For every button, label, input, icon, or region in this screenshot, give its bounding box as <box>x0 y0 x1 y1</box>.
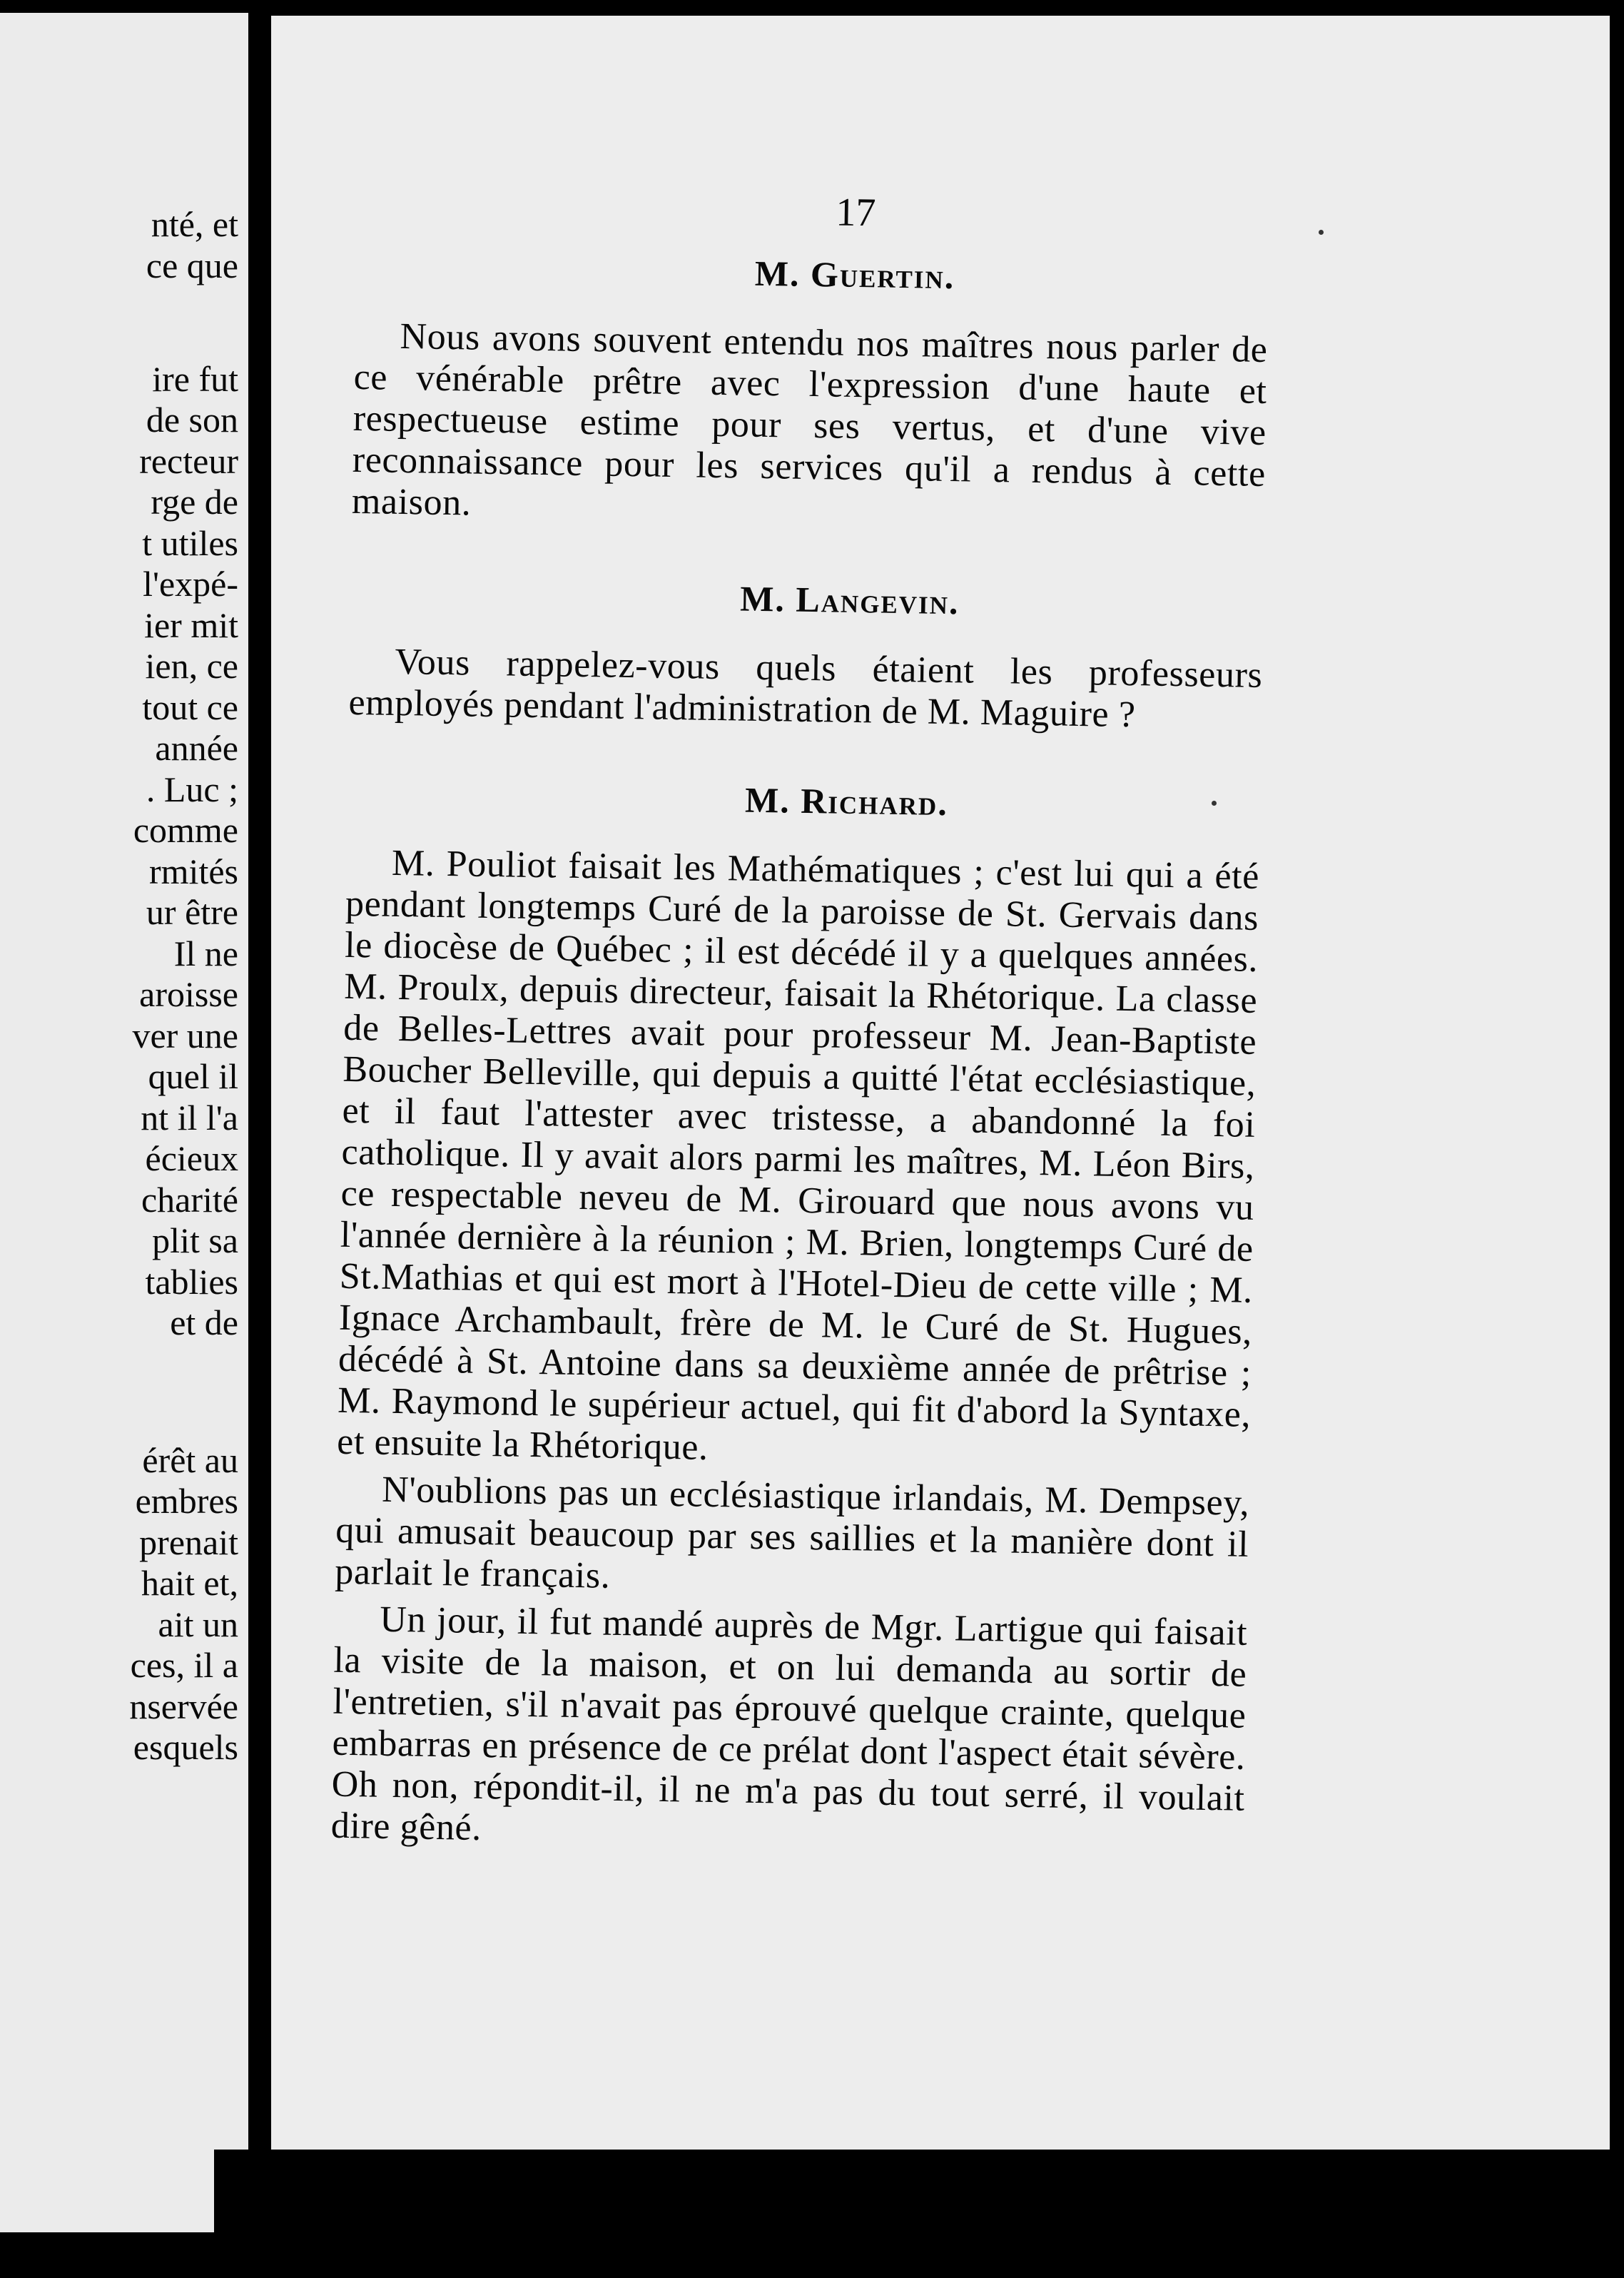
left-page-line: ait un <box>158 1604 238 1644</box>
left-page-line: ce que <box>146 245 238 285</box>
left-page-line: et de <box>170 1302 238 1342</box>
page-text-block <box>330 180 1270 1908</box>
left-page-line: quel il <box>148 1056 238 1096</box>
left-page-line: hait et, <box>141 1563 238 1603</box>
left-page-line: ier mit <box>144 604 238 645</box>
left-page-line: . Luc ; <box>146 769 238 809</box>
page-bottom-shadow <box>214 2150 1624 2278</box>
left-page-line: Il ne <box>173 933 238 973</box>
left-page-line: ver une <box>132 1015 238 1056</box>
section-langevin <box>348 570 1264 738</box>
left-page-line: écieux <box>145 1138 238 1178</box>
left-page-line: année <box>155 728 238 768</box>
left-page-line: ur être <box>146 892 238 932</box>
left-page-line: tablies <box>145 1261 238 1302</box>
left-page-line: embres <box>135 1481 238 1521</box>
paragraph: Un jour, il fut mandé auprès de Mgr. Lartigue qui faisait la visite de la maison, et on lui demanda au sortir de l'entretien, s'il n'avait pas éprouvé quelque crainte, quelque embarras en présence de ce prélat dont l'aspect était sévère. Oh non, répondit-il, il ne m'a pas du tout serré, il voulait dire gêné. <box>330 1599 1248 1848</box>
speaker-heading <box>355 244 1269 304</box>
left-page-line: ire fut <box>152 358 238 399</box>
left-page-line: ien, ce <box>145 646 238 686</box>
left-page-line: érêt au <box>142 1439 238 1480</box>
left-page-line: aroisse <box>139 974 238 1014</box>
left-page-line: plit sa <box>152 1220 238 1260</box>
right-page <box>271 16 1610 2214</box>
speaker-name: M. Guertin. <box>754 253 955 297</box>
left-page-line: t utiles <box>142 522 238 563</box>
paragraph: Nous avons souvent entendu nos maîtres nous parler de ce vénérable prêtre avec l'expression d'une haute et respectueuse estime pour ses vertus, et d'une vive reconnaissance pour les services qu'il a rendus à cette maison. <box>351 315 1268 524</box>
speaker-name: M. Langevin. <box>739 578 960 622</box>
left-page-line: tout ce <box>142 687 238 727</box>
left-page-line: nservée <box>129 1686 238 1726</box>
page-number: 17 <box>835 190 876 236</box>
paragraph: M. Pouliot faisait les Mathématiques ; c'est lui qui a été pendant longtemps Curé de la paroisse de St. Gervais dans le diocèse de Québec ; il est décédé il y a quelques années. M. Proulx, depuis directeur, faisait la Rhétorique. La classe de Belles-Lettres avait pour professeur M. Jean-Baptiste Boucher Belleville, qui depuis a quitté l'état ecclésiastique, et il faut l'attester avec tristesse, a abandonné la foi catholique. Il y avait alors parmi les maîtres, M. Léon Birs, ce respectable neveu de M. Girouard que nous avons vu l'année dernière à la réunion ; M. Brien, longtemps Curé de St.Mathias et qui est mort à l'Hotel-Dieu de cette ville ; M. Ignace Archambault, frère de M. le Curé de St. Hugues, décédé à St. Antoine dans sa deuxième année de prêtrise ; M. Raymond le supérieur actuel, qui fit d'abord la Syntaxe, et ensuite la Rhétorique. <box>336 842 1260 1468</box>
paragraph: Vous rappelez-vous quels étaient les professeurs employés pendant l'administration de M. Maguire ? <box>348 641 1263 736</box>
left-page-line: rge de <box>151 482 238 522</box>
left-facing-page <box>0 13 248 2232</box>
left-page-line: l'expé- <box>143 564 238 604</box>
paragraph: N'oublions pas un ecclésiastique irlandais, M. Dempsey, qui amusait beaucoup par ses saillies et la manière dont il parlait le français. <box>334 1469 1250 1596</box>
ink-speck <box>1319 230 1324 235</box>
left-page-line: esquels <box>133 1727 238 1767</box>
left-page-line: ces, il a <box>130 1645 238 1685</box>
speaker-heading <box>350 570 1264 629</box>
left-page-line: prenait <box>139 1522 238 1562</box>
left-page-line: nt il l'a <box>141 1097 238 1138</box>
left-page-line: rmités <box>149 851 238 891</box>
left-page-line: recteur <box>139 440 238 481</box>
speaker-heading <box>347 771 1261 831</box>
left-page-text-fragments <box>0 13 248 2232</box>
left-page-line: charité <box>141 1179 238 1220</box>
left-page-line: de son <box>146 400 238 440</box>
left-page-line: nté, et <box>151 204 238 244</box>
section-richard <box>330 771 1261 1861</box>
book-gutter <box>248 0 270 2278</box>
speaker-name: M. Richard. <box>744 779 949 824</box>
left-page-line: comme <box>133 810 238 850</box>
section-guertin <box>352 244 1269 537</box>
